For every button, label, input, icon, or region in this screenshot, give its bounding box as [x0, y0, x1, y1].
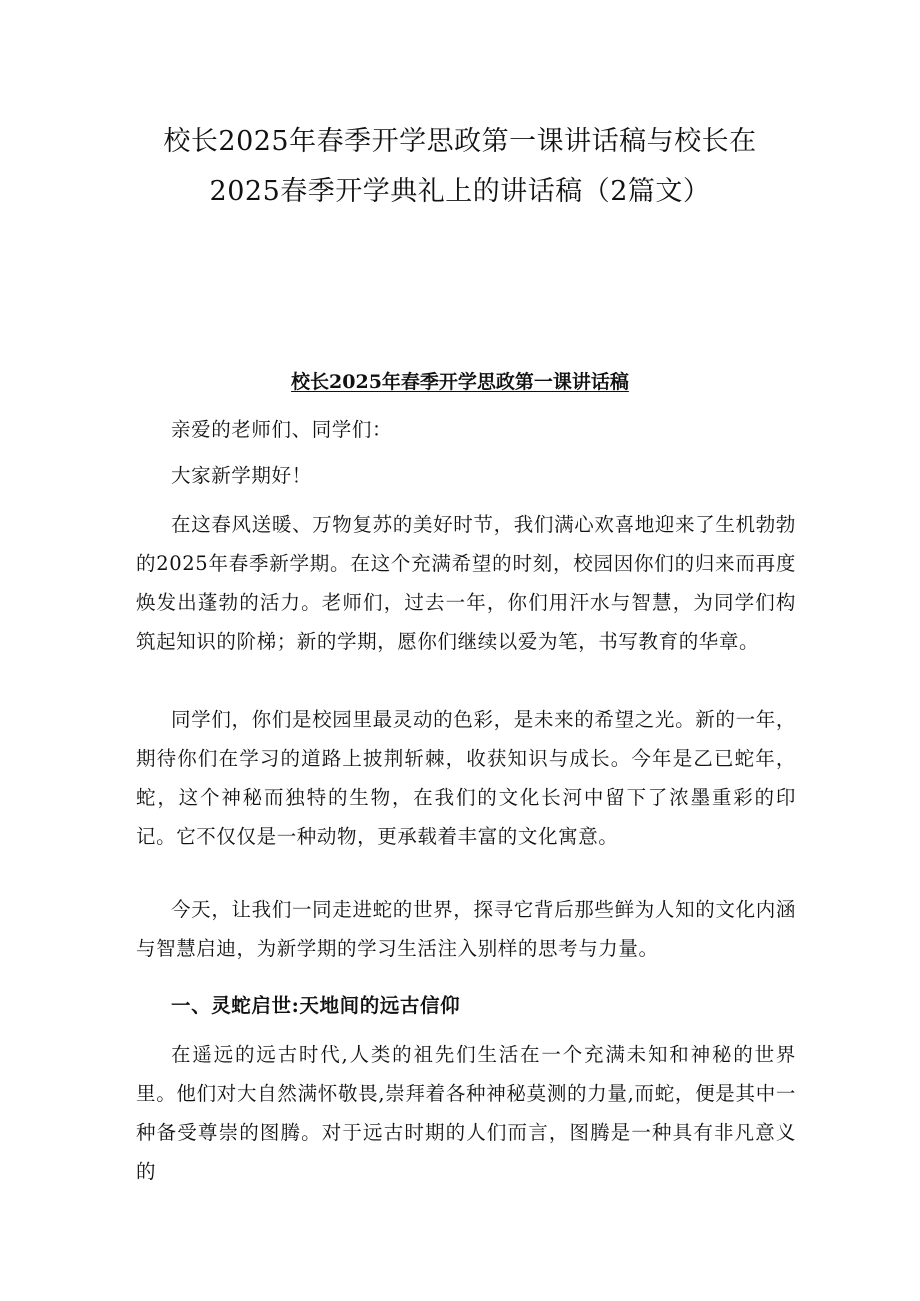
body-paragraph-4: 在遥远的远古时代,人类的祖先们生活在一个充满未知和神秘的世界里。他们对大自然满怀敬畏,崇拜着各种神秘莫测的力量,而蛇，便是其中一种备受尊崇的图腾。对于远古时期的人们而言，图腾是一种具有非凡意义的 — [136, 1043, 796, 1183]
body-paragraph-1: 在这春风送暖、万物复苏的美好时节，我们满心欢喜地迎来了生机勃勃的2025年春季新学期。在这个充满希望的时刻，校园因你们的归来而再度焕发出蓬勃的活力。老师们，过去一年，你们用汗水与智慧，为同学们构筑起知识的阶梯；新的学期，愿你们继续以爱为笔，书写教育的华章。 — [136, 513, 796, 653]
subheading-1: 一、灵蛇启世:天地间的远古信仰 — [171, 994, 461, 1017]
body-paragraph-3: 今天，让我们一同走进蛇的世界，探寻它背后那些鲜为人知的文化内涵与智慧启迪，为新学期的学习生活注入别样的思考与力量。 — [136, 898, 796, 960]
document-title-line-2: 2025春季开学典礼上的讲话稿（2篇文） — [209, 176, 711, 207]
hello-paragraph: 大家新学期好！ — [171, 464, 312, 487]
section-title: 校长2025年春季开学思政第一课讲话稿 — [291, 371, 629, 393]
body-paragraph-2: 同学们，你们是校园里最灵动的色彩，是未来的希望之光。新的一年，期待你们在学习的道路上披荆斩棘，收获知识与成长。今年是乙已蛇年，蛇，这个神秘而独特的生物，在我们的文化长河中留下了浓墨重彩的印记。它不仅仅是一种动物，更承载着丰富的文化寓意。 — [136, 708, 796, 848]
greeting-paragraph: 亲爱的老师们、同学们： — [171, 418, 393, 441]
document-title-line-1: 校长2025年春季开学思政第一课讲话稿与校长在 — [163, 126, 757, 157]
